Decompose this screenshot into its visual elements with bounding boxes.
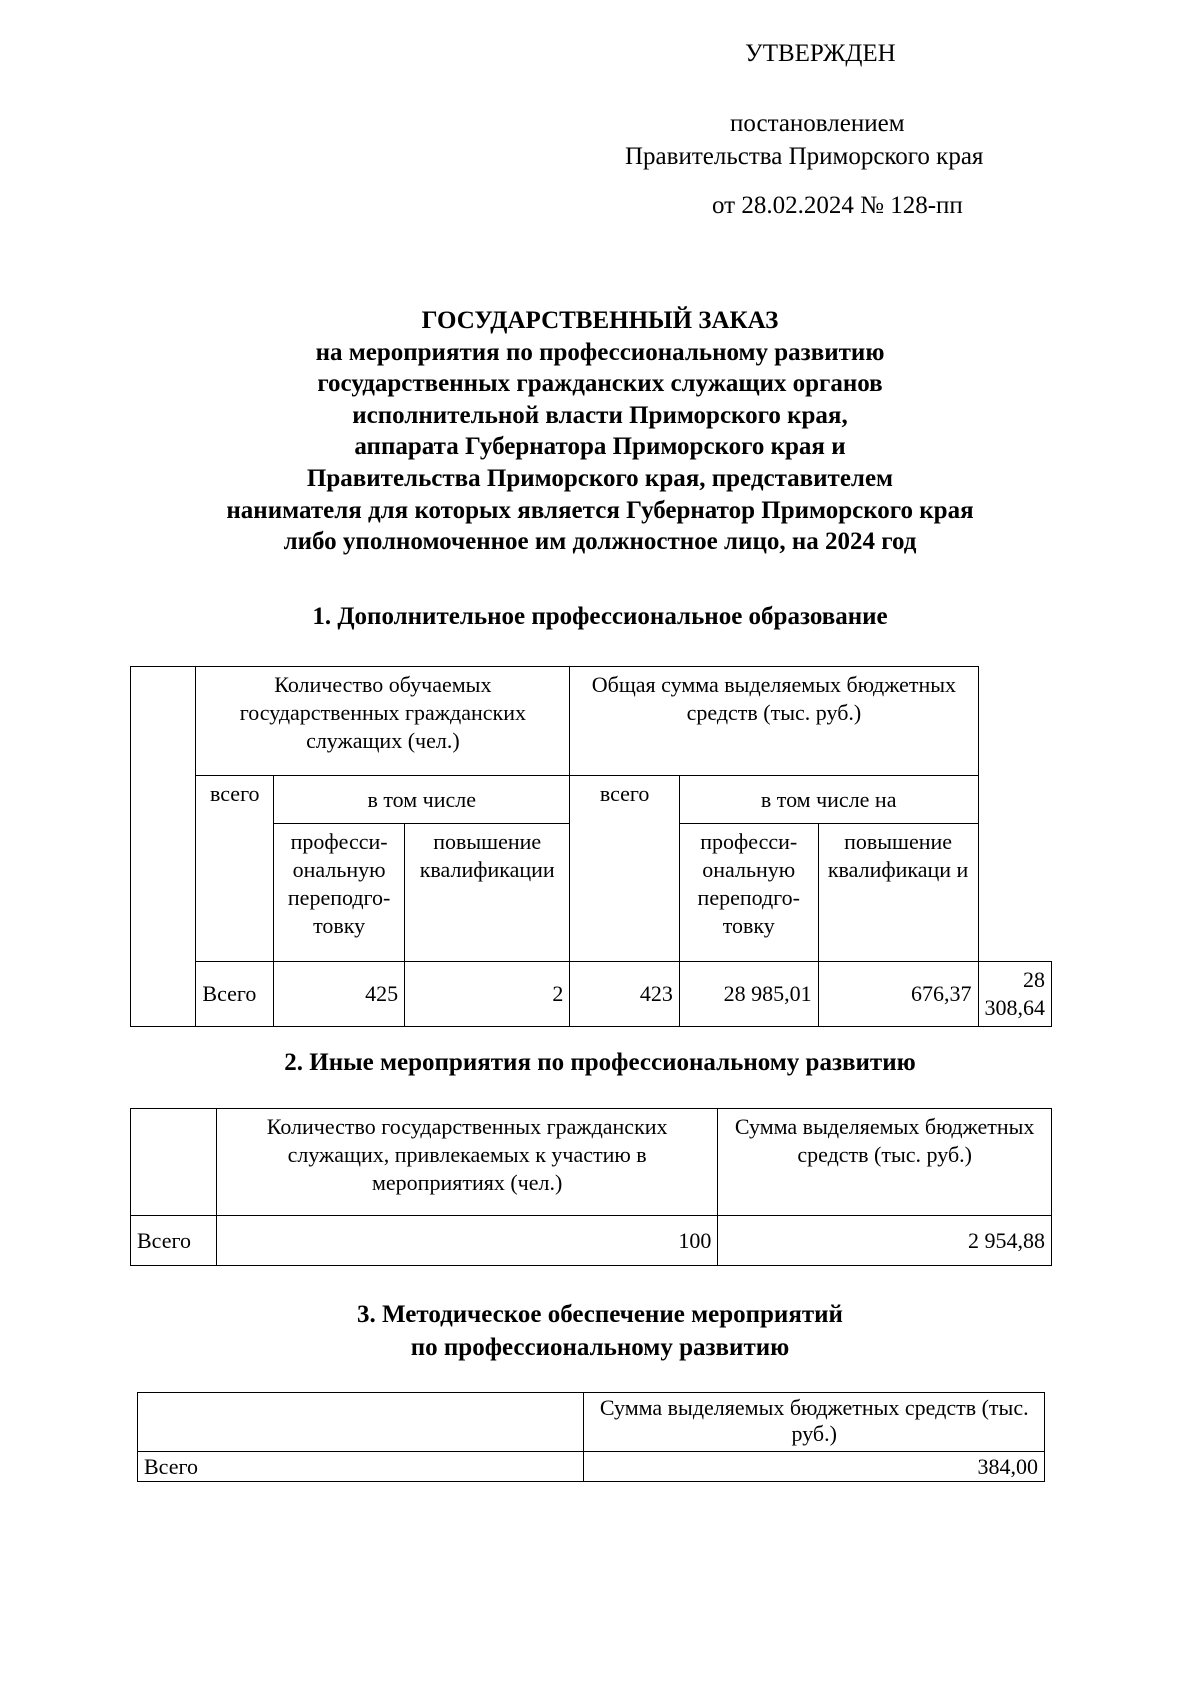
value-cell: 28 985,01 [679,962,818,1027]
section2-heading [120,1046,1080,1079]
header-sum: Общая сумма выделяемых бюджетных средств (тыс. руб.) [570,667,978,776]
header-sum: Сумма выделяемых бюджетных средств (тыс. руб.) [718,1109,1052,1216]
approval-authority-line: Правительства Приморского края [625,143,984,170]
value-cell: 425 [274,962,405,1027]
table-corner-cell [138,1393,584,1452]
row-label: Всего [138,1452,584,1482]
approval-date-number: от 28.02.2024 № 128-пп [712,192,963,219]
sub-qualification-sum: повышение квалификаци и [818,824,978,962]
value-cell: 384,00 [584,1452,1045,1482]
document-title [120,305,1080,558]
table-corner-cell [131,667,196,1027]
title-line: на мероприятия по профессиональному развитию [315,338,885,366]
sub-qualification: повышение квалификации [405,824,570,962]
row-label: Всего [196,962,274,1027]
col-including-on: в том числе на [679,776,978,824]
value-cell: 676,37 [818,962,978,1027]
value-cell: 2 [405,962,570,1027]
approval-title: УТВЕРЖДЕН [745,40,896,67]
title-line: государственных гражданских служащих органов [317,370,883,398]
title-line: либо уполномоченное им должностное лицо, на 2024 год [283,528,917,556]
section3-table [137,1392,1045,1482]
title-line: аппарата Губернатора Приморского края и [354,433,846,461]
value-cell: 100 [216,1216,717,1266]
col-total: всего [196,776,274,962]
value-cell: 2 954,88 [718,1216,1052,1266]
value-cell: 28 308,64 [978,962,1052,1027]
approval-decree-line: постановлением [730,110,905,137]
col-total-sum: всего [570,776,680,962]
sub-retraining-sum: професси-ональную переподго-товку [679,824,818,962]
table-row [138,1452,1045,1482]
table-corner-cell [131,1109,217,1216]
section1-heading-text: 1. Дополнительное профессиональное образование [312,603,888,630]
section2-heading-text: 2. Иные мероприятия по профессиональному развитию [284,1049,916,1076]
title-line: нанимателя для которых является Губернатор Приморского края [226,496,974,524]
title-line: ГОСУДАРСТВЕННЫЙ ЗАКАЗ [421,307,779,334]
title-line: Правительства Приморского края, представителем [306,464,894,492]
header-sum: Сумма выделяемых бюджетных средств (тыс. руб.) [584,1393,1045,1452]
section3-heading-line2: по профессиональному развитию [410,1334,790,1361]
section1-heading [120,600,1080,633]
table-row [131,962,1052,1027]
section1-table [130,666,1052,1027]
row-label: Всего [131,1216,217,1266]
section2-table [130,1108,1052,1266]
value-cell: 423 [570,962,680,1027]
header-count: Количество обучаемых государственных гражданских служащих (чел.) [196,667,570,776]
title-line: исполнительной власти Приморского края, [352,401,848,429]
header-count: Количество государственных гражданских служащих, привлекаемых к участию в мероприятиях (чел.) [216,1109,717,1216]
sub-retraining: професси-ональную переподго-товку [274,824,405,962]
section3-heading [120,1298,1080,1364]
section3-heading-line1: 3. Методическое обеспечение мероприятий [357,1301,843,1328]
col-including: в том числе [274,776,570,824]
table-row [131,1216,1052,1266]
